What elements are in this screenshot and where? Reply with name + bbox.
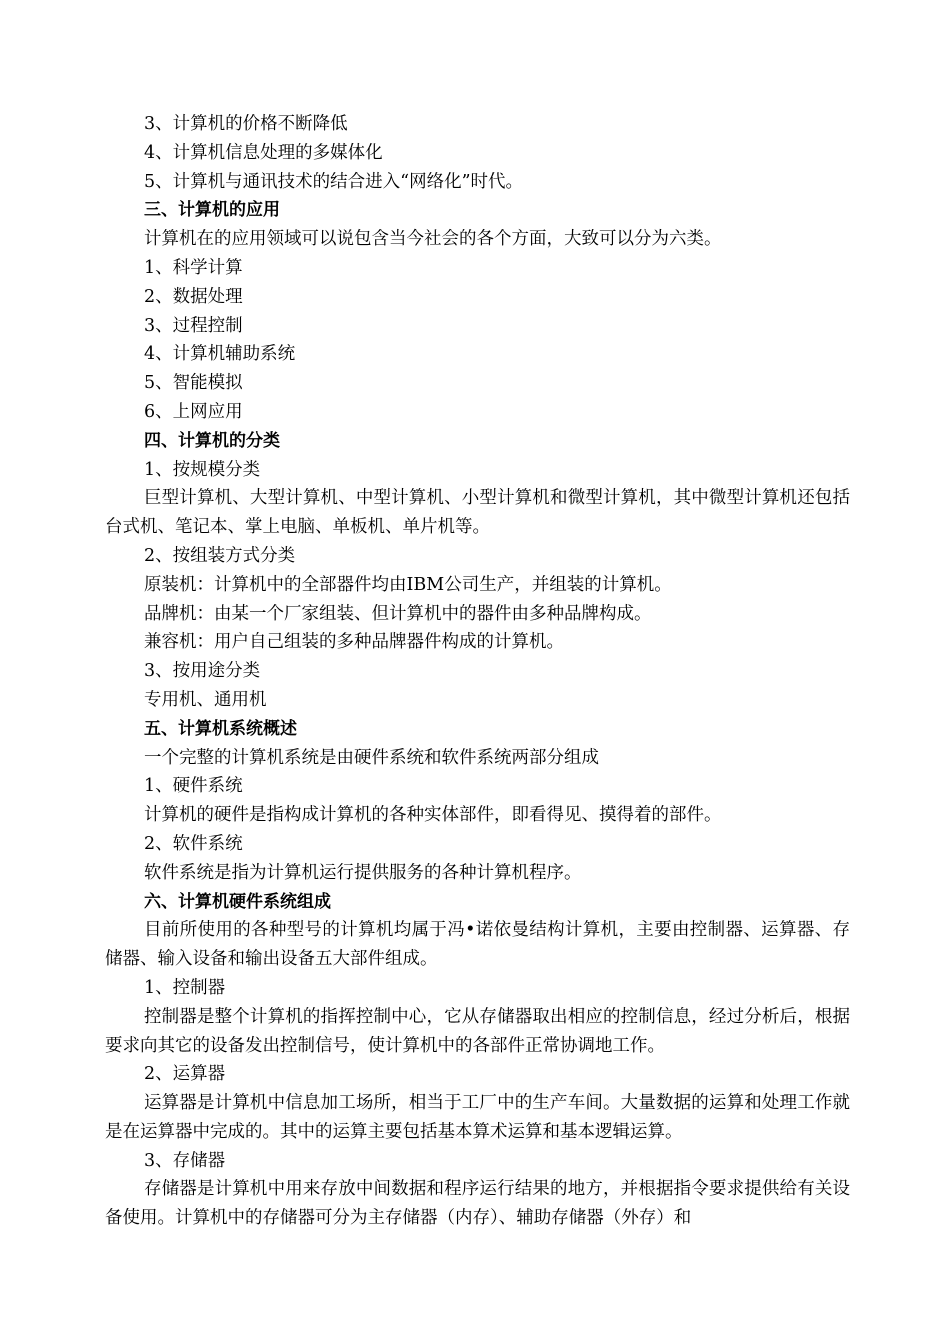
paragraph: 2、软件系统 <box>144 833 243 854</box>
paragraph: 2、数据处理 <box>144 286 243 307</box>
paragraph: 3、过程控制 <box>144 315 243 336</box>
paragraph: 3、存储器 <box>144 1150 226 1171</box>
document-body <box>105 110 850 1233</box>
paragraph: 6、上网应用 <box>144 401 243 422</box>
paragraph: 品牌机：由某一个厂家组装、但计算机中的器件由多种品牌构成。 <box>144 603 652 624</box>
section-heading: 六、计算机硬件系统组成 <box>144 891 331 912</box>
paragraph: 计算机在的应用领域可以说包含当今社会的各个方面，大致可以分为六类。 <box>144 229 722 250</box>
section-heading: 三、计算机的应用 <box>144 200 280 221</box>
paragraph: 2、按组装方式分类 <box>144 545 296 566</box>
paragraph: 1、科学计算 <box>144 257 243 278</box>
paragraph: 一个完整的计算机系统是由硬件系统和软件系统两部分组成 <box>144 747 599 768</box>
paragraph: 2、运算器 <box>144 1064 226 1085</box>
paragraph: 存储器是计算机中用来存放中间数据和程序运行结果的地方，并根据指令要求提供给有关设备使用。计算机中的存储器可分为主存储器（内存）、辅助存储器（外存）和 <box>105 1179 850 1229</box>
paragraph: 1、控制器 <box>144 977 226 998</box>
paragraph: 1、硬件系统 <box>144 776 243 797</box>
paragraph: 目前所使用的各种型号的计算机均属于冯•诺依曼结构计算机，主要由控制器、运算器、存储器、输入设备和输出设备五大部件组成。 <box>105 920 850 970</box>
paragraph: 3、计算机的价格不断降低 <box>144 114 348 134</box>
paragraph: 4、计算机辅助系统 <box>144 344 296 365</box>
paragraph: 5、智能模拟 <box>144 373 243 394</box>
section-heading: 五、计算机系统概述 <box>144 718 297 739</box>
section-heading: 四、计算机的分类 <box>144 430 280 451</box>
paragraph: 原装机：计算机中的全部器件均由IBM公司生产，并组装的计算机。 <box>144 574 672 595</box>
paragraph: 5、计算机与通讯技术的结合进入“网络化”时代。 <box>144 171 524 192</box>
paragraph: 兼容机：用户自己组装的多种品牌器件构成的计算机。 <box>144 632 564 653</box>
paragraph: 计算机的硬件是指构成计算机的各种实体部件，即看得见、摸得着的部件。 <box>144 805 722 826</box>
paragraph: 控制器是整个计算机的指挥控制中心，它从存储器取出相应的控制信息，经过分析后，根据要求向其它的设备发出控制信号，使计算机中的各部件正常协调地工作。 <box>105 1006 850 1056</box>
paragraph: 4、计算机信息处理的多媒体化 <box>144 142 383 163</box>
paragraph: 软件系统是指为计算机运行提供服务的各种计算机程序。 <box>144 862 582 883</box>
paragraph: 巨型计算机、大型计算机、中型计算机、小型计算机和微型计算机，其中微型计算机还包括台式机、笔记本、掌上电脑、单板机、单片机等。 <box>105 488 850 538</box>
paragraph: 运算器是计算机中信息加工场所，相当于工厂中的生产车间。大量数据的运算和处理工作就是在运算器中完成的。其中的运算主要包括基本算术运算和基本逻辑运算。 <box>105 1093 850 1142</box>
paragraph: 专用机、通用机 <box>144 689 267 710</box>
paragraph: 3、按用途分类 <box>144 661 261 682</box>
paragraph: 1、按规模分类 <box>144 459 261 480</box>
